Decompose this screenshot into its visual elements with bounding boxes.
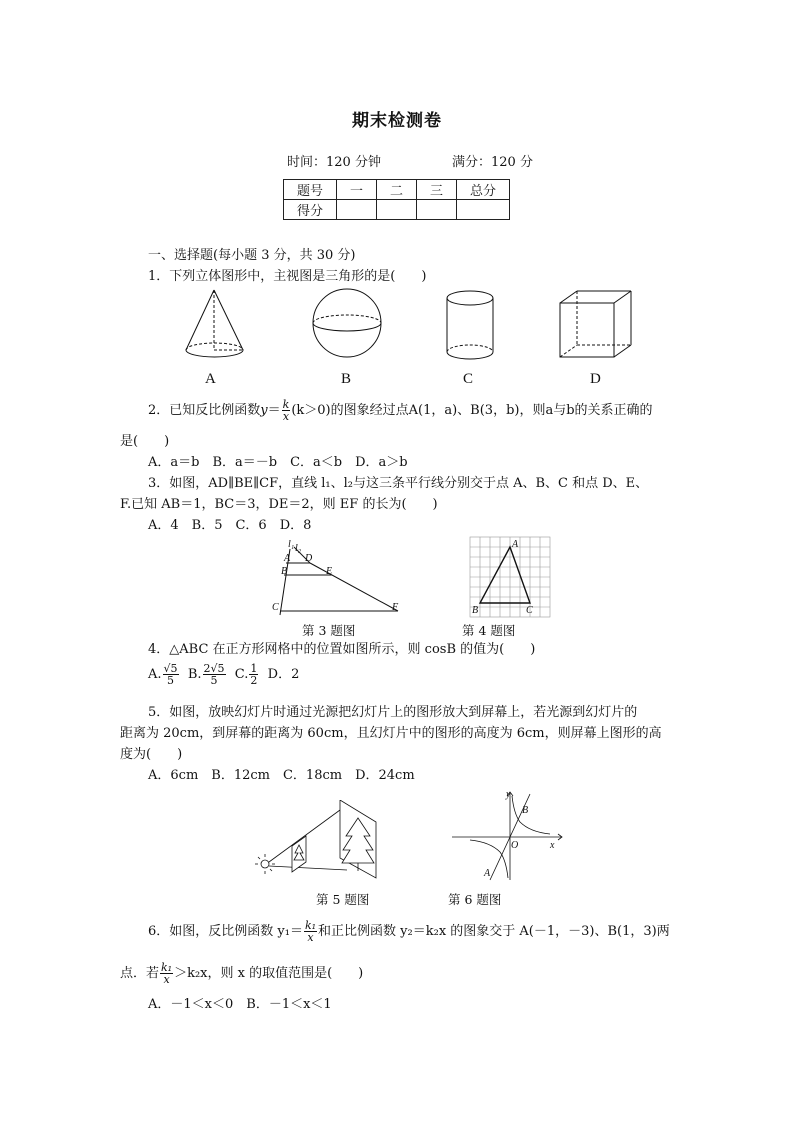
q6-fraction-1-numerator: k₁: [304, 919, 317, 932]
q4-option-a: A.: [148, 667, 162, 682]
score-cell[interactable]: [457, 200, 510, 220]
label-a: A: [284, 553, 291, 564]
cone-icon: [186, 290, 243, 357]
score-cell[interactable]: [417, 200, 457, 220]
question-3-line-1: 3．如图，AD∥BE∥CF，直线 l₁、l₂与这三条平行线分别交于点 A、B、C 和点 D、E、: [148, 476, 649, 491]
q6-fraction-1: [304, 920, 317, 943]
q1-option-d-label: D: [590, 371, 601, 387]
label-o: O: [511, 840, 519, 851]
q4-option-b-denominator: 5: [210, 674, 218, 687]
q3-caption: 第 3 题图: [302, 623, 356, 638]
score-cell[interactable]: [337, 200, 377, 220]
label-c: C: [272, 602, 279, 613]
label-l2: l₂: [295, 543, 302, 554]
line-l2: [310, 563, 398, 611]
hyperbola-branch-1: [512, 796, 550, 834]
question-5-line-2: 距离为 20cm，到屏幕的距离为 60cm，且幻灯片中的图形的高度为 6cm，则屏幕上图形的高: [120, 726, 662, 741]
score-table-header-row: [284, 180, 510, 200]
question-5-line-1: 5．如图，放映幻灯片时通过光源把幻灯片上的图形放大到屏幕上，若光源到幻灯片的: [148, 705, 638, 720]
score-table-header: 总分: [457, 180, 510, 200]
light-source-icon: [261, 860, 269, 868]
q4-figure: [466, 535, 552, 618]
q4-option-b-fraction: [203, 663, 226, 686]
q5-caption: 第 5 题图: [316, 892, 370, 907]
label-b: B: [281, 566, 288, 577]
q4-caption: 第 4 题图: [462, 623, 516, 638]
q2-fraction-denominator: x: [282, 410, 290, 423]
section-heading: 一、选择题(每小题 3 分，共 30 分): [148, 248, 356, 263]
q1-option-b-label: B: [341, 371, 352, 387]
q6-fraction-1-denominator: x: [307, 931, 314, 944]
score-row-label: 得分: [284, 200, 337, 220]
score-cell[interactable]: [377, 200, 417, 220]
q1-option-c-label: C: [463, 371, 474, 387]
sphere-icon: [313, 289, 381, 357]
q4-option-c-denominator: 2: [250, 674, 258, 687]
q6-figure: [450, 788, 570, 883]
full-score: 满分：120 分: [452, 155, 533, 170]
question-2-line-2: 是( ): [120, 434, 170, 449]
q2-fraction: [282, 399, 291, 422]
question-3-line-2: F.已知 AB＝1，BC＝3，DE＝2，则 EF 的长为( ): [120, 497, 438, 512]
cube-icon: [560, 291, 631, 357]
question-5-line-3: 度为( ): [120, 747, 183, 762]
question-4-options: [148, 663, 299, 686]
score-table-header: 一: [337, 180, 377, 200]
label-c: C: [526, 605, 533, 616]
score-table-row: [284, 200, 510, 220]
question-6-line-1: [148, 920, 670, 943]
label-y: y: [506, 789, 511, 800]
label-d: D: [305, 553, 313, 564]
score-table-header: 三: [417, 180, 457, 200]
question-2-line-1: [148, 399, 653, 422]
score-table-header: 二: [377, 180, 417, 200]
question-5-options: A．6cm B．12cm C．18cm D．24cm: [148, 768, 415, 783]
q4-option-b: B.: [187, 667, 202, 682]
q2-condition: (k＞0)的图象经过点A(1，a)、B(3，b)，则a与b的关系正确的: [291, 403, 653, 418]
q6-fraction-2-denominator: x: [163, 973, 170, 986]
triangle-abc: [480, 547, 530, 603]
q2-prefix: 2．已知反比例函数: [148, 403, 261, 418]
q6-line-2-suffix: ＞k₂x，则 x 的取值范围是( ): [174, 966, 364, 981]
q6-line-1-suffix: 和正比例函数 y₂＝k₂x 的图象交于 A(－1，－3)、B(1，3)两: [318, 924, 670, 939]
light-rays: [255, 854, 275, 874]
q4-option-c-numerator: 1: [250, 662, 258, 675]
q5-figure: [254, 800, 384, 880]
q1-figures: [180, 288, 650, 366]
question-6-options: A．－1＜x＜0 B．－1＜x＜1: [148, 997, 332, 1012]
q4-option-a-denominator: 5: [167, 674, 175, 687]
time-limit: 时间：120 分钟: [287, 155, 381, 170]
question-2-options: A．a＝b B．a＝－b C．a＜b D．a＞b: [148, 455, 408, 470]
page-title: 期末检测卷: [352, 111, 442, 131]
label-b: B: [522, 805, 529, 816]
q4-option-c-fraction: [249, 663, 258, 686]
question-6-line-2: [120, 962, 363, 985]
question-3-options: A．4 B．5 C．6 D．8: [148, 518, 312, 533]
q6-caption: 第 6 题图: [448, 892, 502, 907]
q2-y: y: [260, 403, 268, 418]
label-a: A: [484, 868, 491, 879]
q4-option-b-numerator: 2√5: [203, 662, 225, 675]
label-e: E: [326, 566, 333, 577]
q1-option-a-label: A: [205, 371, 216, 387]
q6-fraction-2: [160, 962, 173, 985]
question-1: 1．下列立体图形中，主视图是三角形的是( ): [148, 269, 427, 284]
q6-fraction-2-numerator: k₁: [161, 961, 173, 974]
score-table-header: 题号: [284, 180, 337, 200]
q4-option-d: D．2: [267, 667, 300, 682]
q4-option-a-numerator: √5: [163, 662, 178, 675]
score-table: [283, 179, 510, 220]
projection-ray-bottom: [269, 866, 347, 870]
slide-frame: [292, 836, 306, 872]
label-l1: l₁: [288, 539, 295, 550]
label-b: B: [472, 605, 479, 616]
label-f: F: [392, 602, 399, 613]
q2-fraction-numerator: k: [282, 398, 290, 411]
question-4: 4．△ABC 在正方形网格中的位置如图所示，则 cosB 的值为( ): [148, 642, 536, 657]
q4-option-c: C.: [234, 667, 249, 682]
cylinder-icon: [447, 291, 493, 359]
q4-option-a-fraction: [163, 663, 179, 686]
q6-line-1-prefix: 6．如图，反比例函数 y₁＝: [148, 924, 303, 939]
q2-equals: ＝: [267, 403, 281, 418]
label-a: A: [512, 539, 519, 550]
label-x: x: [550, 840, 555, 851]
q6-line-2-prefix: 点．若: [120, 966, 160, 981]
q3-figure: [268, 537, 408, 617]
